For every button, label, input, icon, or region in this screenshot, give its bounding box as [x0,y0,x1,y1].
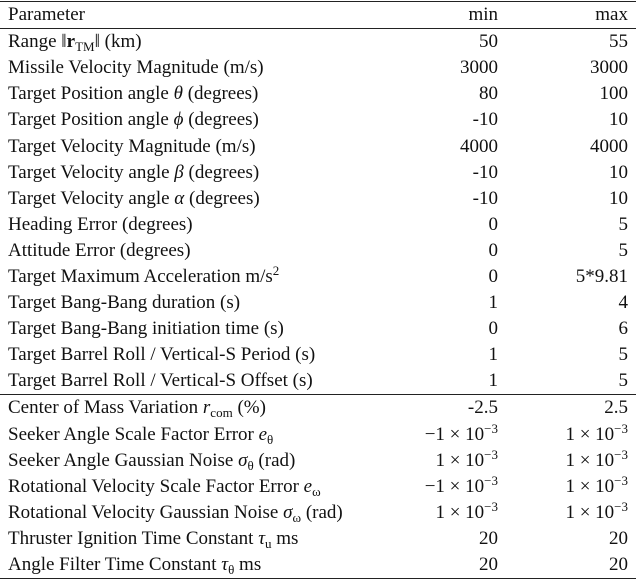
text-segment: 80 [479,83,498,105]
text-segment: 1 × 10 [565,423,615,445]
parameter-table [0,1,636,579]
header-max: max [595,4,628,26]
text-segment: 20 [479,527,498,549]
text-segment: 5 [618,344,628,366]
text-segment: ω [292,509,302,525]
text-segment: (degrees) [183,161,260,183]
text-segment: 1 × 10 [565,501,615,523]
parameter-cell [0,474,378,500]
max-cell [498,55,636,81]
parameter-cell [0,133,378,159]
min-cell [378,316,498,342]
text-segment: 1 × 10 [435,501,485,523]
min-cell [378,55,498,81]
text-segment: 1 [488,344,498,366]
text-segment: σ [283,501,293,523]
max-cell [498,133,636,159]
text-segment: r [202,397,211,419]
text-segment: 0 [488,239,498,261]
text-segment: 10 [609,109,628,131]
text-segment: θ [173,83,183,105]
text-segment: 5 [618,213,628,235]
max-cell [498,160,636,186]
text-segment: −3 [484,420,498,436]
table-row [0,500,636,526]
text-segment: −1 × 10 [424,475,485,497]
text-segment: TM [75,39,95,55]
max-cell [498,316,636,342]
max-cell [498,395,636,422]
text-segment: Target Maximum Acceleration m/s [8,265,273,287]
text-segment: (rad) [253,449,296,471]
table-row [0,81,636,107]
text-segment: θ [247,457,254,473]
parameter-cell [0,212,378,238]
text-segment: 1 × 10 [565,475,615,497]
text-segment: 100 [599,83,628,105]
min-cell [378,29,498,56]
max-cell [498,552,636,579]
text-segment: (degrees) [182,83,259,105]
parameter-cell [0,552,378,579]
max-cell [498,526,636,552]
min-cell [378,107,498,133]
max-cell [498,264,636,290]
text-segment: −3 [484,498,498,514]
max-cell [498,368,636,395]
parameter-cell [0,526,378,552]
min-cell [378,238,498,264]
text-segment: α [174,187,185,209]
parameter-cell [0,448,378,474]
text-segment: e [258,423,268,445]
text-segment: 2.5 [604,397,628,419]
text-segment: -10 [472,187,498,209]
min-cell [378,500,498,526]
text-segment: 1 × 10 [565,449,615,471]
table-row [0,55,636,81]
text-segment: u [265,535,272,551]
text-segment: Target Position angle [8,109,174,131]
text-segment: (degrees) [184,187,260,209]
text-segment: 20 [609,554,628,576]
text-segment: Heading Error (degrees) [8,213,193,235]
text-segment: Range ‖ [8,31,67,53]
text-segment: (%) [232,397,266,419]
text-segment: 2 [272,262,280,278]
table-row [0,552,636,579]
table-row [0,422,636,448]
min-cell [378,552,498,579]
table-row [0,368,636,395]
parameter-cell [0,422,378,448]
max-cell [498,107,636,133]
text-segment: -10 [472,109,498,131]
parameter-cell [0,342,378,368]
max-cell [498,238,636,264]
text-segment: 20 [479,554,498,576]
header-min: min [468,4,498,26]
parameter-cell [0,395,378,422]
text-segment: Seeker Angle Gaussian Noise [8,449,239,471]
table-row [0,474,636,500]
text-segment: Target Velocity angle [8,161,175,183]
table-row [0,290,636,316]
parameter-cell [0,107,378,133]
text-segment: e [303,475,313,497]
min-cell [378,448,498,474]
table-row [0,29,636,56]
text-segment: Thruster Ignition Time Constant [8,527,259,549]
text-segment: 4000 [460,135,498,157]
text-segment: τ [258,527,265,549]
max-cell [498,448,636,474]
min-cell [378,368,498,395]
text-segment: ω [312,483,321,499]
text-segment: Rotational Velocity Scale Factor Error [8,475,304,497]
text-segment: 10 [609,161,628,183]
min-cell [378,133,498,159]
text-segment: Target Velocity angle [8,187,175,209]
min-cell [378,290,498,316]
text-segment: −3 [614,472,628,488]
text-segment: τ [221,554,229,576]
text-segment: 0 [488,213,498,235]
parameter-cell [0,160,378,186]
max-cell [498,474,636,500]
max-cell [498,290,636,316]
table-row [0,526,636,552]
max-cell [498,422,636,448]
max-cell [498,29,636,56]
text-segment: Target Bang-Bang initiation time (s) [8,318,284,340]
min-cell [378,474,498,500]
text-segment: 1 × 10 [435,449,485,471]
min-cell [378,526,498,552]
max-cell [498,342,636,368]
text-segment: 4000 [590,135,628,157]
text-segment: (rad) [301,501,343,523]
text-segment: 50 [479,31,498,53]
parameter-cell [0,81,378,107]
text-segment: 20 [609,527,628,549]
text-segment: Target Velocity Magnitude (m/s) [8,135,256,157]
table-row [0,395,636,422]
text-segment: (degrees) [183,109,259,131]
text-segment: ms [271,527,299,549]
parameter-cell [0,500,378,526]
min-cell [378,395,498,422]
text-segment: 5 [618,239,628,261]
table-row [0,133,636,159]
text-segment: 4 [618,292,628,314]
text-segment: Attitude Error (degrees) [8,239,191,261]
text-segment: σ [238,449,248,471]
text-segment: −3 [484,446,498,462]
text-segment: −3 [614,420,628,436]
table-row [0,107,636,133]
min-cell [378,160,498,186]
text-segment: ms [234,554,262,576]
text-segment: θ [228,562,235,578]
min-cell [378,342,498,368]
max-cell [498,81,636,107]
text-segment: 6 [618,318,628,340]
min-cell [378,422,498,448]
header-parameter: Parameter [8,4,86,26]
parameter-cell [0,368,378,395]
text-segment: β [174,161,184,183]
parameter-cell [0,186,378,212]
section-sensor-parameters [0,395,636,579]
text-segment: θ [267,431,274,447]
table-row [0,342,636,368]
text-segment: 3000 [460,57,498,79]
parameter-cell [0,290,378,316]
text-segment: Missile Velocity Magnitude (m/s) [8,57,264,79]
parameter-cell [0,316,378,342]
text-segment: r [66,31,76,53]
text-segment: Seeker Angle Scale Factor Error [8,423,259,445]
text-segment: 10 [609,187,628,209]
text-segment: 5 [618,370,628,392]
max-cell [498,500,636,526]
table-row [0,186,636,212]
text-segment: Target Position angle [8,83,174,105]
text-segment: Rotational Velocity Gaussian Noise [8,501,284,523]
table-row [0,264,636,290]
text-segment: 0 [488,265,498,287]
parameter-cell [0,264,378,290]
text-segment: 3000 [590,57,628,79]
parameter-cell [0,55,378,81]
table-row [0,212,636,238]
text-segment: -10 [472,161,498,183]
text-segment: Angle Filter Time Constant [8,554,222,576]
max-cell [498,212,636,238]
text-segment: −1 × 10 [424,423,485,445]
text-segment: −3 [614,446,628,462]
table-row [0,448,636,474]
min-cell [378,186,498,212]
min-cell [378,264,498,290]
text-segment: ϕ [173,109,184,131]
text-segment: com [210,405,233,421]
text-segment: Target Barrel Roll / Vertical-S Period (s) [8,344,316,366]
text-segment: −3 [614,498,628,514]
text-segment: 55 [609,31,628,53]
section-target-parameters [0,29,636,395]
text-segment: 1 [488,292,498,314]
text-segment: ‖ (km) [94,31,142,53]
parameter-cell [0,238,378,264]
text-segment: Target Barrel Roll / Vertical-S Offset (s) [8,370,313,392]
text-segment: 5*9.81 [575,265,628,287]
table-row [0,238,636,264]
table-row [0,160,636,186]
header-row [0,2,636,29]
text-segment: -2.5 [467,397,498,419]
text-segment: −3 [484,472,498,488]
text-segment: 0 [488,318,498,340]
max-cell [498,186,636,212]
table-row [0,316,636,342]
text-segment: Target Bang-Bang duration (s) [8,292,241,314]
min-cell [378,212,498,238]
text-segment: Center of Mass Variation [8,397,203,419]
parameter-cell [0,29,378,56]
text-segment: 1 [488,370,498,392]
min-cell [378,81,498,107]
